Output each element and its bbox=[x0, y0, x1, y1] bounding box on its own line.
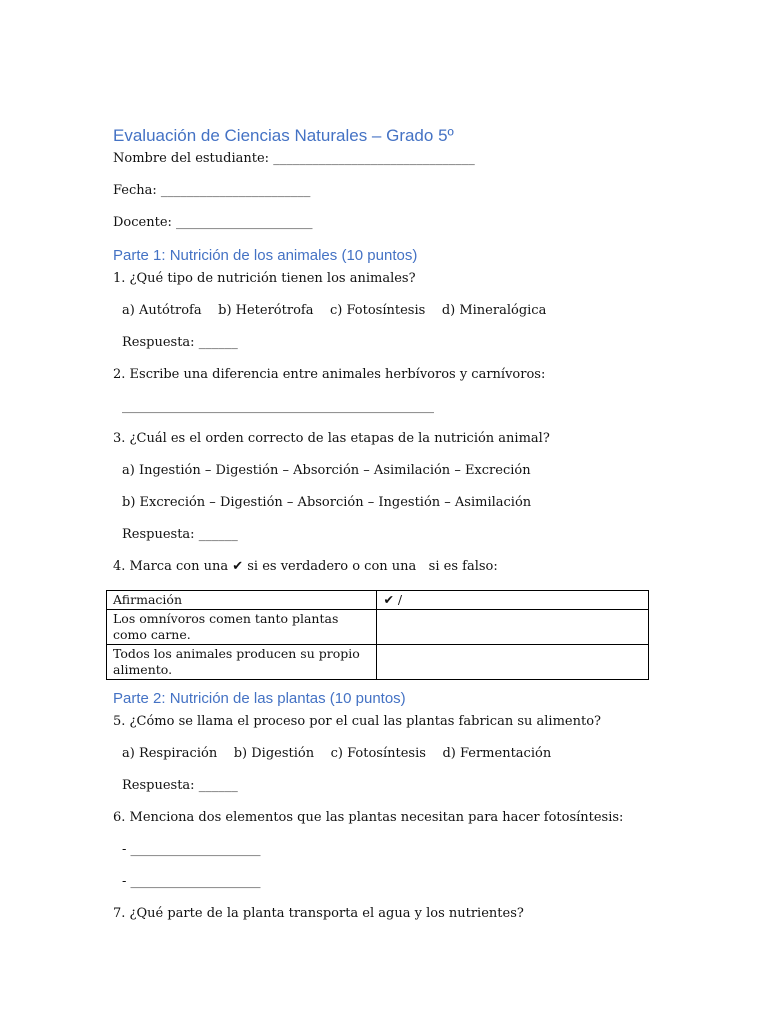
question-3-option-a: a) Ingestión – Digestión – Absorción – Asimilación – Excreción bbox=[122, 463, 531, 478]
part1-heading: Parte 1: Nutrición de los animales (10 puntos) bbox=[113, 247, 418, 264]
question-5-text: 5. ¿Cómo se llama el proceso por el cual las plantas fabrican su alimento? bbox=[113, 714, 602, 729]
table-cell-statement: Todos los animales producen su propio alimento. bbox=[107, 645, 377, 680]
question-1-answer: Respuesta: ______ bbox=[122, 335, 238, 350]
date-field: Fecha: _______________________ bbox=[113, 183, 311, 198]
question-5-answer: Respuesta: ______ bbox=[122, 778, 238, 793]
teacher-field: Docente: _____________________ bbox=[113, 215, 313, 230]
question-1-options: a) Autótrofa b) Heterótrofa c) Fotosíntesis d) Mineralógica bbox=[122, 303, 547, 318]
table-header-row bbox=[107, 591, 649, 610]
question-3-option-b: b) Excreción – Digestión – Absorción – Ingestión – Asimilación bbox=[122, 495, 532, 510]
table-header-cell: ✔ / bbox=[377, 591, 649, 610]
true-false-table bbox=[106, 590, 649, 680]
question-2-answer-line: ________________________________________________ bbox=[122, 399, 434, 414]
part2-heading: Parte 2: Nutrición de las plantas (10 puntos) bbox=[113, 690, 406, 707]
table-header-cell: Afirmación bbox=[107, 591, 377, 610]
question-6-text: 6. Menciona dos elementos que las plantas necesitan para hacer fotosíntesis: bbox=[113, 810, 624, 825]
question-1-text: 1. ¿Qué tipo de nutrición tienen los animales? bbox=[113, 271, 416, 286]
question-4-text: 4. Marca con una ✔ si es verdadero o con una si es falso: bbox=[113, 559, 498, 574]
question-5-options: a) Respiración b) Digestión c) Fotosíntesis d) Fermentación bbox=[122, 746, 552, 761]
question-2-text: 2. Escribe una diferencia entre animales herbívoros y carnívoros: bbox=[113, 367, 546, 382]
question-6-answer-line-2: - ____________________ bbox=[122, 874, 261, 889]
table-cell-mark[interactable] bbox=[377, 645, 649, 680]
table-row bbox=[107, 645, 649, 680]
question-3-text: 3. ¿Cuál es el orden correcto de las etapas de la nutrición animal? bbox=[113, 431, 550, 446]
question-3-answer: Respuesta: ______ bbox=[122, 527, 238, 542]
question-6-answer-line-1: - ____________________ bbox=[122, 842, 261, 857]
document-title: Evaluación de Ciencias Naturales – Grado 5º bbox=[113, 126, 454, 145]
table-row bbox=[107, 610, 649, 645]
question-7-text: 7. ¿Qué parte de la planta transporta el agua y los nutrientes? bbox=[113, 906, 524, 921]
student-name-field: Nombre del estudiante: _______________________________ bbox=[113, 151, 475, 166]
table-cell-mark[interactable] bbox=[377, 610, 649, 645]
table-cell-statement: Los omnívoros comen tanto plantas como carne. bbox=[107, 610, 377, 645]
